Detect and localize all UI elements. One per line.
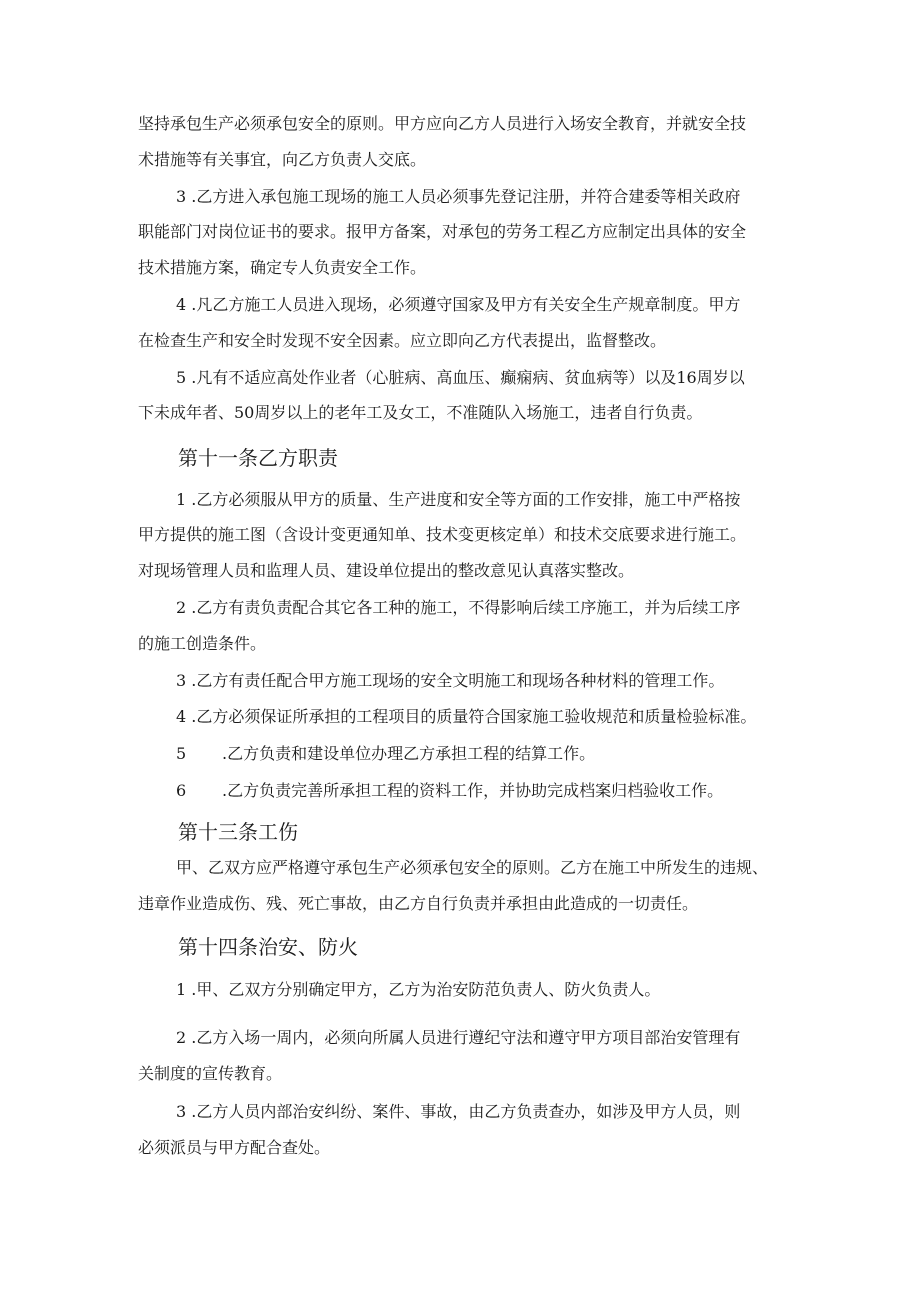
list-item-first-line xyxy=(176,744,595,764)
item-number: 3 xyxy=(176,1102,187,1121)
item-text: .乙方人员内部治安纠纷、案件、事故，由乙方负责查办，如涉及甲方人员，则 xyxy=(191,1102,741,1121)
list-item-line: 必须派员与甲方配合查处。 xyxy=(138,1138,331,1157)
list-item-line: 关制度的宣传教育。 xyxy=(138,1064,283,1083)
item-number: 5 xyxy=(176,368,187,387)
list-item-line: 职能部门对岗位证书的要求。报甲方备案，对承包的劳务工程乙方应制定出具体的安全 xyxy=(138,222,747,241)
section-heading: 第十四条治安、防火 xyxy=(178,935,358,959)
paragraph-line: 坚持承包生产必须承包安全的原则。甲方应向乙方人员进行入场安全教育，并就安全技 xyxy=(138,114,747,133)
item-number: 4 xyxy=(176,707,187,726)
item-text: .凡有不适应高处作业者（心脏病、高血压、癫痫病、贫血病等）以及16周岁以 xyxy=(191,368,745,387)
item-text: .乙方负责完善所承担工程的资料工作，并协助完成档案归档验收工作。 xyxy=(222,781,724,800)
list-item-first-line xyxy=(176,1102,740,1122)
item-number: 5 xyxy=(176,744,187,763)
item-text: .乙方负责和建设单位办理乙方承担工程的结算工作。 xyxy=(222,744,596,763)
item-number: 3 xyxy=(176,671,187,690)
list-item-line: 的施工创造条件。 xyxy=(138,634,267,653)
list-item-first-line xyxy=(176,781,723,801)
item-number: 2 xyxy=(176,1028,187,1047)
section-heading: 第十三条工伤 xyxy=(178,820,298,844)
list-item-line: 在检查生产和安全时发现不安全因素。应立即向乙方代表提出，监督整改。 xyxy=(138,331,667,350)
item-number: 4 xyxy=(176,295,187,314)
item-text: .乙方有责负责配合其它各工种的施工，不得影响后续工序施工，并为后续工序 xyxy=(191,598,741,617)
list-item-line: 甲方提供的施工图（含设计变更通知单、技术变更核定单）和技术交底要求进行施工。 xyxy=(138,525,747,544)
list-item-first-line xyxy=(176,598,740,618)
list-item-first-line xyxy=(176,368,745,388)
paragraph-line: 术措施等有关事宜，向乙方负责人交底。 xyxy=(138,150,427,169)
list-item-line: 下未成年者、50周岁以上的老年工及女工，不准随队入场施工，违者自行负责。 xyxy=(138,403,703,422)
item-text: .乙方入场一周内，必须向所属人员进行遵纪守法和遵守甲方项目部治安管理有 xyxy=(191,1028,741,1047)
item-text: .乙方必须保证所承担的工程项目的质量符合国家施工验收规范和质量检验标准。 xyxy=(191,707,757,726)
item-number: 3 xyxy=(176,187,187,206)
item-number: 1 xyxy=(176,490,187,509)
list-item-first-line xyxy=(176,980,660,1000)
list-item-first-line xyxy=(176,187,740,207)
item-text: .凡乙方施工人员进入现场，必须遵守国家及甲方有关安全生产规章制度。甲方 xyxy=(191,295,741,314)
list-item-first-line xyxy=(176,295,740,315)
item-number: 1 xyxy=(176,980,187,999)
paragraph-line: 违章作业造成伤、残、死亡事故，由乙方自行负责并承担由此造成的一切责任。 xyxy=(138,894,699,913)
list-item-line: 对现场管理人员和监理人员、建设单位提出的整改意见认真落实整改。 xyxy=(138,561,635,580)
item-text: .乙方必须服从甲方的质量、生产进度和安全等方面的工作安排，施工中严格按 xyxy=(191,490,741,509)
list-item-first-line xyxy=(176,707,756,727)
item-text: .乙方进入承包施工现场的施工人员必须事先登记注册，并符合建委等相关政府 xyxy=(191,187,741,206)
section-heading: 第十一条乙方职责 xyxy=(178,446,338,470)
list-item-first-line xyxy=(176,1028,740,1048)
item-number: 6 xyxy=(176,781,187,800)
list-item-line: 技术措施方案，确定专人负责安全工作。 xyxy=(138,258,427,277)
list-item-first-line xyxy=(176,671,724,691)
paragraph-line: 甲、乙双方应严格遵守承包生产必须承包安全的原则。乙方在施工中所发生的违规、 xyxy=(176,858,769,877)
item-text: .甲、乙双方分别确定甲方，乙方为治安防范负责人、防火负责人。 xyxy=(191,980,661,999)
item-number: 2 xyxy=(176,598,187,617)
item-text: .乙方有责任配合甲方施工现场的安全文明施工和现场各种材料的管理工作。 xyxy=(191,671,725,690)
list-item-first-line xyxy=(176,490,740,510)
